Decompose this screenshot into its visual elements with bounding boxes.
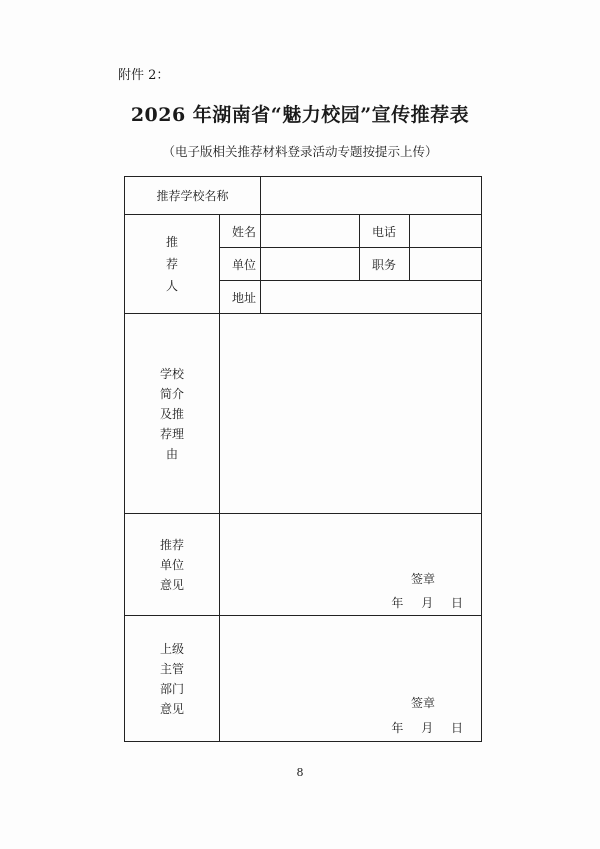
unit-opinion-label-line: 意见 <box>159 577 184 592</box>
upper-opinion-label-line: 部门 <box>159 681 184 696</box>
upper-opinion-label-line: 主管 <box>159 661 184 676</box>
upper-opinion-date-label: 年 月 日 <box>391 721 464 735</box>
recommender-name-row <box>125 215 482 248</box>
upper-opinion-label <box>125 616 220 742</box>
upper-opinion-field[interactable] <box>220 616 482 742</box>
name-field[interactable] <box>261 215 360 248</box>
recommender-label-char: 人 <box>165 279 178 293</box>
unit-opinion-label-line: 单位 <box>159 557 184 572</box>
school-name-row <box>125 177 482 215</box>
school-name-field[interactable] <box>261 177 482 215</box>
name-label: 姓名 <box>220 215 261 248</box>
unit-field[interactable] <box>261 248 360 281</box>
unit-opinion-row <box>125 514 482 616</box>
position-field[interactable] <box>410 248 482 281</box>
recommender-label <box>125 215 220 314</box>
phone-label: 电话 <box>360 215 410 248</box>
page-subtitle: （电子版相关推荐材料登录活动专题按提示上传） <box>162 144 438 159</box>
unit-opinion-label-line: 推荐 <box>159 537 184 552</box>
address-label: 地址 <box>220 281 261 314</box>
attachment-label: 附件 2： <box>118 68 170 83</box>
page-number: 8 <box>296 766 304 779</box>
recommender-label-char: 荐 <box>165 257 178 271</box>
recommendation-form-table <box>124 176 482 742</box>
unit-opinion-date-label: 年 月 日 <box>391 596 464 610</box>
upper-opinion-seal-label: 签章 <box>411 696 436 710</box>
address-field[interactable] <box>261 281 482 314</box>
school-intro-row <box>125 314 482 514</box>
school-intro-label <box>125 314 220 514</box>
phone-field[interactable] <box>410 215 482 248</box>
upper-opinion-label-line: 上级 <box>159 641 184 656</box>
school-intro-label-line: 由 <box>165 446 178 461</box>
unit-label: 单位 <box>220 248 261 281</box>
page-title: 2026 年湖南省“魅力校园”宣传推荐表 <box>130 104 470 126</box>
unit-opinion-label <box>125 514 220 616</box>
recommender-label-char: 推 <box>165 235 178 249</box>
school-intro-label-line: 荐理 <box>159 426 184 441</box>
school-intro-field[interactable] <box>220 314 482 514</box>
school-intro-label-line: 及推 <box>159 406 184 421</box>
unit-opinion-seal-label: 签章 <box>411 572 436 586</box>
school-intro-label-line: 学校 <box>159 366 184 381</box>
school-name-label: 推荐学校名称 <box>125 177 261 215</box>
school-intro-label-line: 简介 <box>159 386 184 401</box>
position-label: 职务 <box>360 248 410 281</box>
upper-opinion-label-line: 意见 <box>159 701 184 716</box>
upper-opinion-row <box>125 616 482 742</box>
unit-opinion-field[interactable] <box>220 514 482 616</box>
